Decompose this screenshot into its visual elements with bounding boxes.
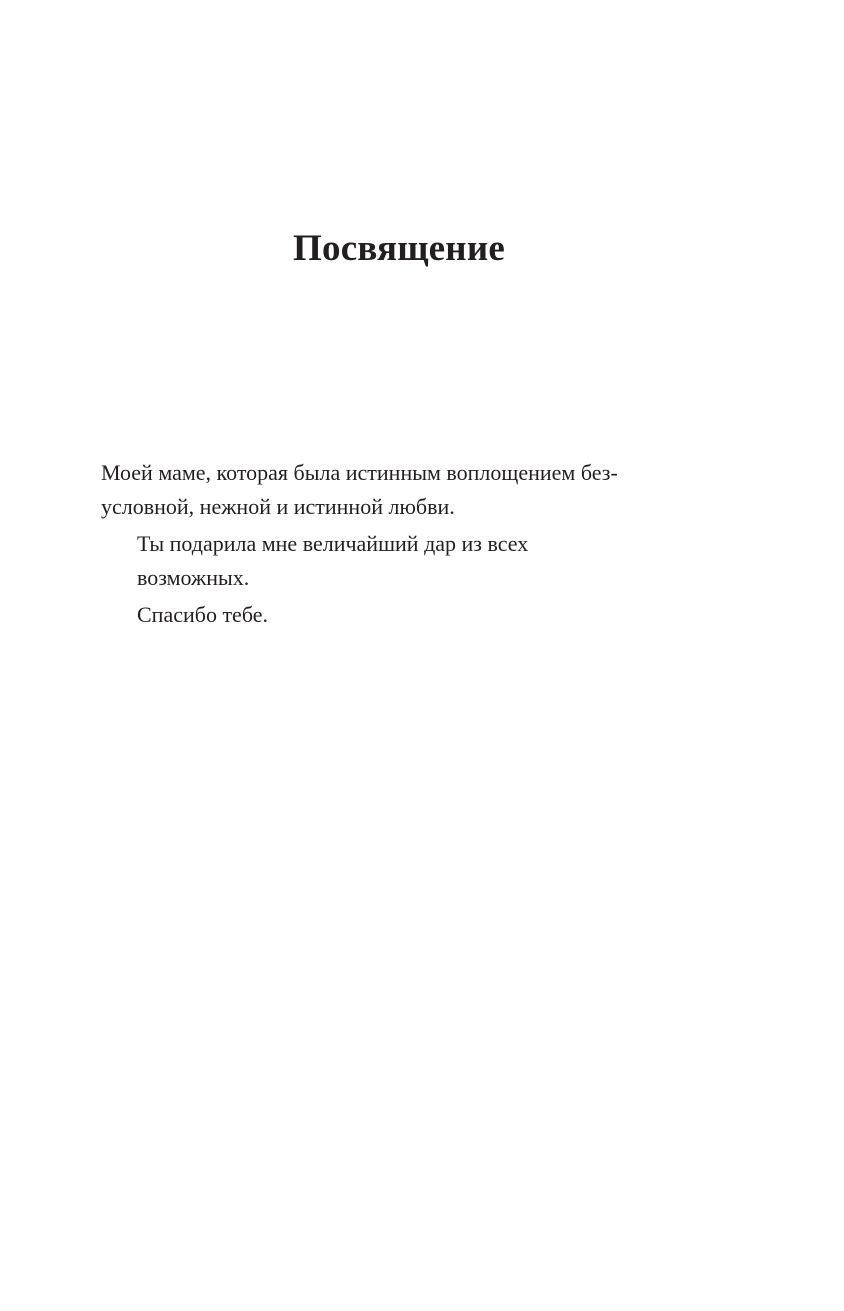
paragraph-1-line-2: условной, нежной и истинной любви. <box>101 494 455 519</box>
dedication-text <box>101 456 701 632</box>
dedication-paragraph-2 <box>101 527 701 595</box>
paragraph-1-line-1: Моей маме, которая была истинным воплощением без- <box>101 460 618 485</box>
paragraph-2-line-2: возможных. <box>137 565 250 590</box>
dedication-paragraph-3 <box>101 598 701 632</box>
page-title: Посвящение <box>293 228 505 269</box>
paragraph-2-line-1: Ты подарила мне величайший дар из всех <box>137 531 529 556</box>
paragraph-3-line-1: Спасибо тебе. <box>137 602 268 627</box>
dedication-paragraph-1 <box>101 456 701 524</box>
